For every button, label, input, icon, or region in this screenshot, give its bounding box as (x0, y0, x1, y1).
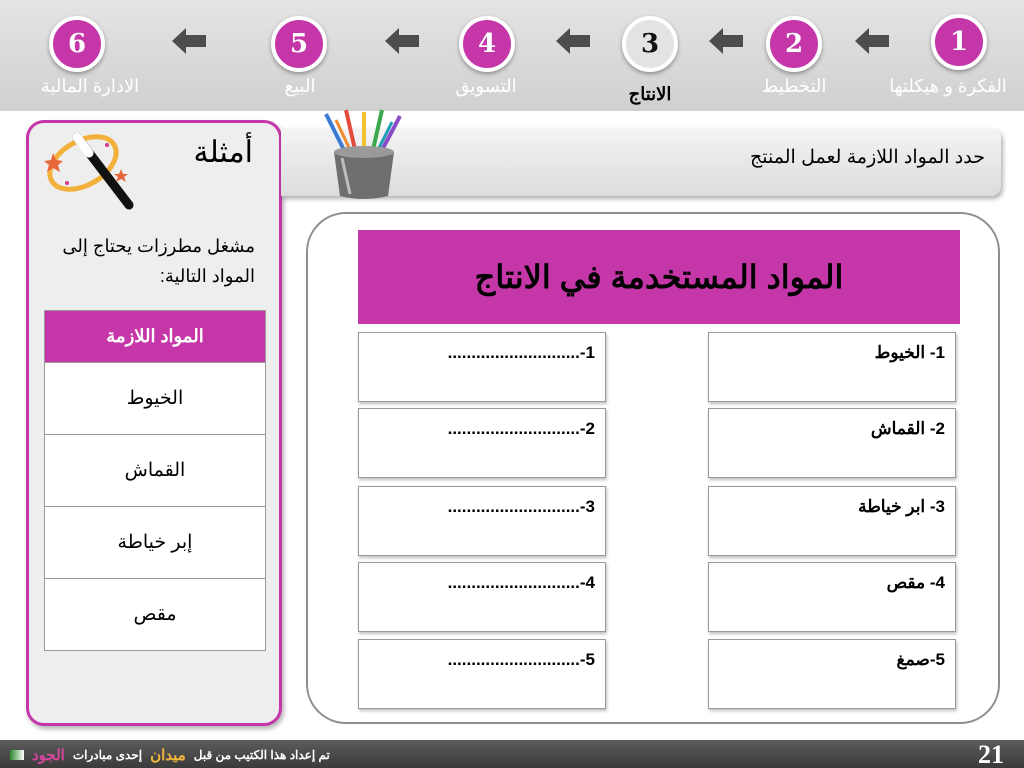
step-2-label[interactable]: التخطيط (761, 76, 827, 96)
footer-bar (0, 740, 1024, 768)
table-row: الخيوط (45, 363, 266, 435)
arrow-left-icon (385, 28, 419, 54)
magic-wand-icon (37, 125, 147, 215)
page-number: 21 (978, 740, 1004, 768)
step-1-label[interactable]: الفكرة و هيكلتها (889, 76, 1007, 96)
example-box (708, 562, 956, 632)
example-box (708, 332, 956, 402)
materials-header (358, 230, 960, 324)
example-box (708, 639, 956, 709)
step-1-circle[interactable]: 1 (931, 14, 987, 70)
examples-description: مشغل مطرزات يحتاج إلى المواد التالية: (62, 236, 255, 286)
step-6-label[interactable]: الادارة المالية (40, 76, 140, 96)
answer-box[interactable] (358, 408, 606, 478)
step-4-circle[interactable]: 4 (459, 16, 515, 72)
step-3-circle[interactable]: 3 (622, 16, 678, 72)
step-navigation-bar (0, 0, 1024, 111)
step-2-circle[interactable]: 2 (766, 16, 822, 72)
instruction-text: حدد المواد اللازمة لعمل المنتج (750, 147, 985, 168)
step-5-circle[interactable]: 5 (271, 16, 327, 72)
example-text: 3- ابر خياطة (858, 497, 945, 516)
arrow-left-icon (556, 28, 590, 54)
arrow-left-icon (709, 28, 743, 54)
answer-blank[interactable]: 4-............................ (447, 573, 595, 592)
examples-title: أمثلة (193, 136, 253, 169)
footer-credit (10, 745, 330, 765)
step-5-label[interactable]: البيع (284, 76, 316, 96)
answer-blank[interactable]: 2-............................ (447, 419, 595, 438)
table-header: المواد اللازمة (45, 311, 266, 363)
step-4-label[interactable]: التسويق (455, 76, 517, 96)
brand-logo: ميدان (150, 747, 186, 764)
example-text: 4- مقص (886, 573, 945, 592)
table-row: القماش (45, 435, 266, 507)
example-box (708, 486, 956, 556)
step-6-circle[interactable]: 6 (49, 16, 105, 72)
answer-box[interactable] (358, 562, 606, 632)
required-materials-table (44, 310, 266, 651)
arrow-left-icon (172, 28, 206, 54)
table-row: إبر خياطة (45, 507, 266, 579)
example-text: 2- القماش (870, 419, 945, 438)
footer-credit-text: تم إعداد هذا الكتيب من قبل (193, 748, 330, 762)
materials-header-text: المواد المستخدمة في الانتاج (474, 259, 844, 295)
flag-icon (10, 750, 24, 760)
answer-blank[interactable]: 3-............................ (447, 497, 595, 516)
examples-panel (26, 120, 282, 726)
table-row: مقص (45, 579, 266, 651)
initiative-logo: الجود (32, 747, 65, 764)
pencil-cup-icon (316, 108, 412, 202)
example-text: 5-صمغ (896, 650, 945, 669)
answer-box[interactable] (358, 332, 606, 402)
example-box (708, 408, 956, 478)
example-text: 1- الخيوط (874, 343, 945, 362)
step-3-label[interactable]: الانتاج (628, 84, 672, 104)
answer-box[interactable] (358, 486, 606, 556)
answer-blank[interactable]: 1-............................ (447, 343, 595, 362)
arrow-left-icon (855, 28, 889, 54)
answer-blank[interactable]: 5-............................ (447, 650, 595, 669)
answer-box[interactable] (358, 639, 606, 709)
initiative-text: إحدى مبادرات (72, 748, 143, 762)
